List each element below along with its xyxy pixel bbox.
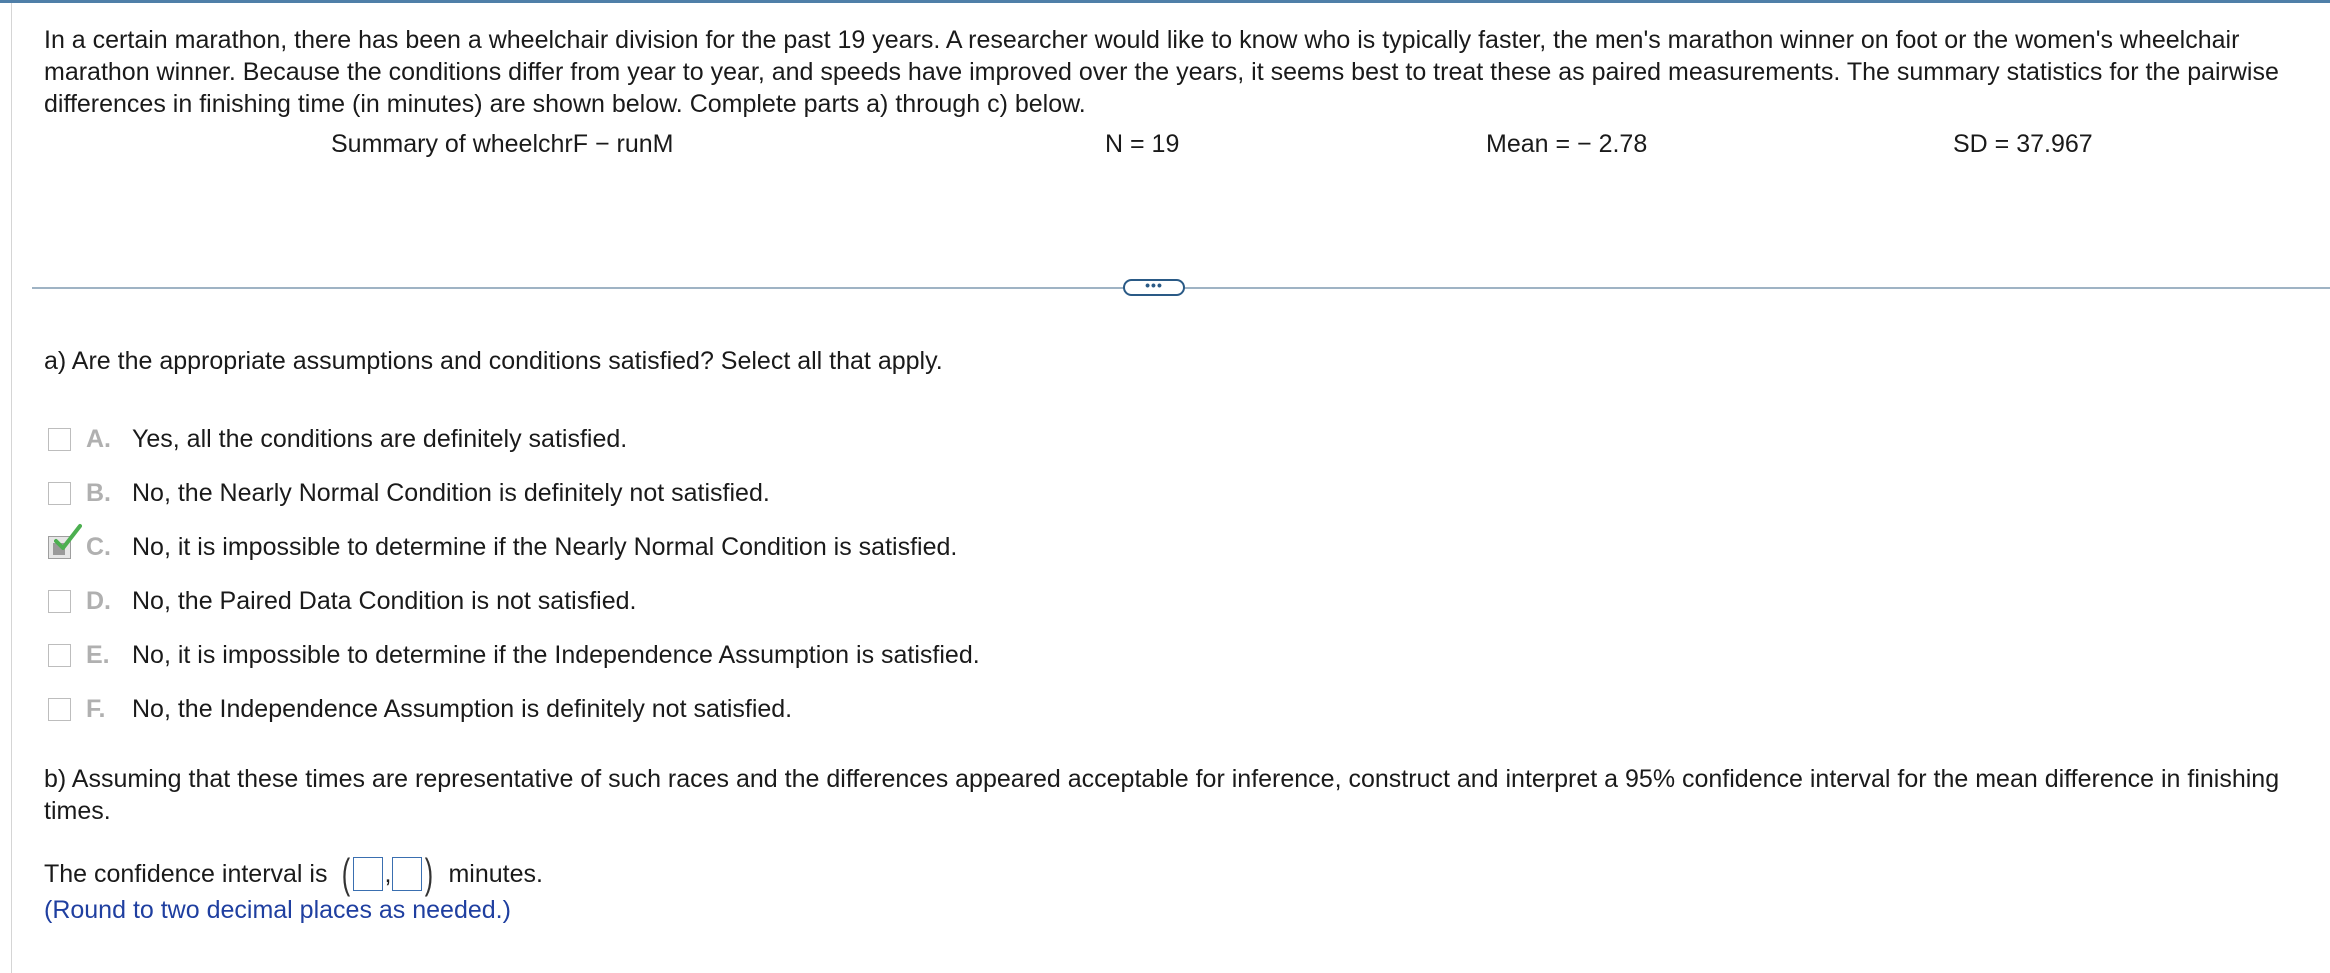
comma: ,: [384, 860, 392, 888]
choice-text: No, the Paired Data Condition is not satisfied.: [132, 587, 637, 615]
choice-text: No, the Nearly Normal Condition is definitely not satisfied.: [132, 479, 770, 507]
upper-bound-input[interactable]: [392, 857, 422, 891]
checkbox[interactable]: [48, 590, 71, 613]
choice-text: No, the Independence Assumption is definitely not satisfied.: [132, 695, 793, 723]
checkbox[interactable]: [48, 644, 71, 667]
open-paren: (: [342, 850, 351, 897]
close-paren: ): [425, 850, 434, 897]
lower-bound-input[interactable]: [353, 857, 383, 891]
left-border: [11, 3, 12, 973]
summary-mean: Mean = − 2.78: [1486, 130, 1648, 158]
summary-n: N = 19: [1105, 130, 1180, 158]
expand-button[interactable]: [1123, 279, 1185, 296]
choice-text: Yes, all the conditions are definitely satisfied.: [132, 425, 628, 453]
checkbox[interactable]: [48, 482, 71, 505]
part-b-question: b) Assuming that these times are representative of such races and the differences appeared acceptable for inference, construct and interpret a 95% confidence interval for the mean difference in finishing times.: [44, 765, 2280, 825]
ci-suffix: minutes.: [448, 860, 543, 888]
ci-prefix: The confidence interval is: [44, 860, 328, 888]
choice-letter: F.: [86, 695, 106, 723]
choice-letter: B.: [86, 479, 111, 507]
choice-letter: A.: [86, 425, 111, 453]
choice-letter: C.: [86, 533, 111, 561]
summary-label: Summary of wheelchrF − runM: [331, 130, 674, 158]
ellipsis-icon: •••: [1145, 277, 1163, 293]
top-border: [0, 0, 2330, 3]
part-a-question: a) Are the appropriate assumptions and conditions satisfied? Select all that apply.: [44, 347, 943, 375]
choice-text: No, it is impossible to determine if the Independence Assumption is satisfied.: [132, 641, 980, 669]
confidence-interval-line: [44, 850, 543, 897]
checkbox[interactable]: [48, 698, 71, 721]
choice-letter: D.: [86, 587, 111, 615]
rounding-hint: (Round to two decimal places as needed.): [44, 896, 511, 924]
correct-checkmark-icon: [54, 523, 82, 553]
checkbox[interactable]: [48, 428, 71, 451]
summary-sd: SD = 37.967: [1953, 130, 2093, 158]
choice-letter: E.: [86, 641, 110, 669]
problem-intro: In a certain marathon, there has been a wheelchair division for the past 19 years. A researcher would like to know who is typically faster, the men's marathon winner on foot or the women's wheelchair marathon winner. Because the conditions differ from year to year, and speeds have improved over the years, it seems best to treat these as paired measurements. The summary statistics for the pairwise differences in finishing time (in minutes) are shown below. Complete parts a) through c) below.: [44, 26, 2279, 118]
choice-text: No, it is impossible to determine if the Nearly Normal Condition is satisfied.: [132, 533, 958, 561]
